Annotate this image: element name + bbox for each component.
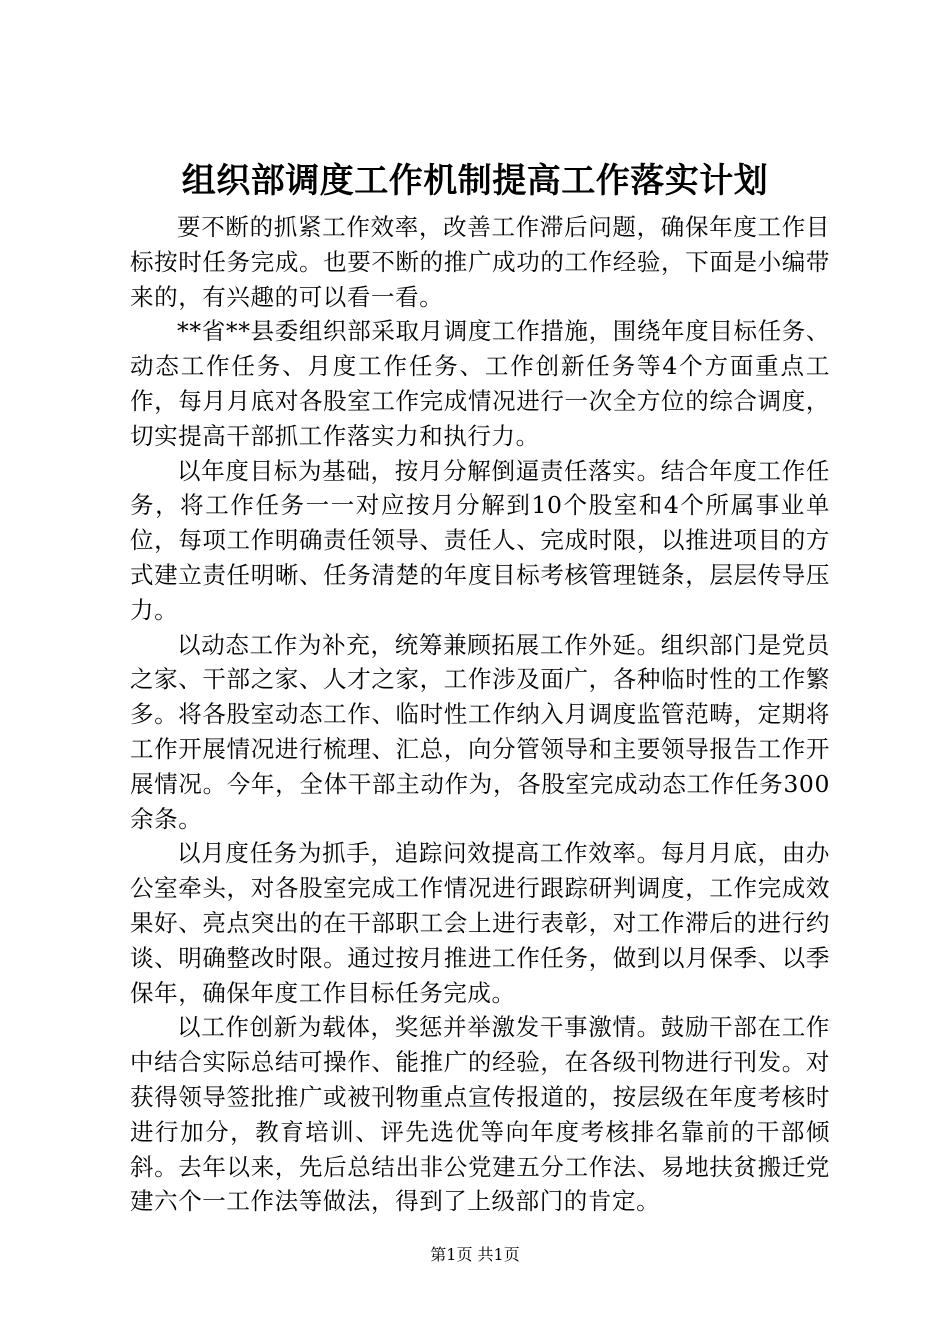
- document-title: 组织部调度工作机制提高工作落实计划: [181, 161, 769, 201]
- paragraph-overview: **省**县委组织部采取月调度工作措施，围绕年度目标任务、动态工作任务、月度工作任务、工作创新任务等4个方面重点工作，每月月底对各股室工作完成情况进行一次全方位的综合调度，切实提高干部抓工作落实力和执行力。: [130, 317, 830, 450]
- document-body: [130, 210, 830, 1219]
- page-number-footer: 第1页 共1页: [430, 1245, 520, 1264]
- paragraph-annual-goals: 以年度目标为基础，按月分解倒逼责任落实。结合年度工作任务，将工作任务一一对应按月分解到10个股室和4个所属事业单位，每项工作明确责任领导、责任人、完成时限，以推进项目的方式建立责任明晰、任务清楚的年度目标考核管理链条，层层传导压力。: [130, 456, 830, 624]
- paragraph-dynamic-work: 以动态工作为补充，统筹兼顾拓展工作外延。组织部门是党员之家、干部之家、人才之家，工作涉及面广，各种临时性的工作繁多。将各股室动态工作、临时性工作纳入月调度监管范畴，定期将工作开展情况进行梳理、汇总，向分管领导和主要领导报告工作开展情况。今年，全体干部主动作为，各股室完成动态工作任务300余条。: [130, 630, 830, 833]
- paragraph-monthly-tasks: 以月度任务为抓手，追踪问效提高工作效率。每月月底，由办公室牵头，对各股室完成工作情况进行跟踪研判调度，工作完成效果好、亮点突出的在干部职工会上进行表彰，对工作滞后的进行约谈、明确整改时限。通过按月推进工作任务，做到以月保季、以季保年，确保年度工作目标任务完成。: [130, 839, 830, 1007]
- paragraph-intro: 要不断的抓紧工作效率，改善工作滞后问题，确保年度工作目标按时任务完成。也要不断的推广成功的工作经验，下面是小编带来的，有兴趣的可以看一看。: [130, 213, 830, 311]
- paragraph-innovation: 以工作创新为载体，奖惩并举激发干事激情。鼓励干部在工作中结合实际总结可操作、能推广的经验，在各级刊物进行刊发。对获得领导签批推广或被刊物重点宣传报道的，按层级在年度考核时进行加分，教育培训、评先选优等向年度考核排名靠前的干部倾斜。去年以来，先后总结出非公党建五分工作法、易地扶贫搬迁党建六个一工作法等做法，得到了上级部门的肯定。: [130, 1013, 830, 1216]
